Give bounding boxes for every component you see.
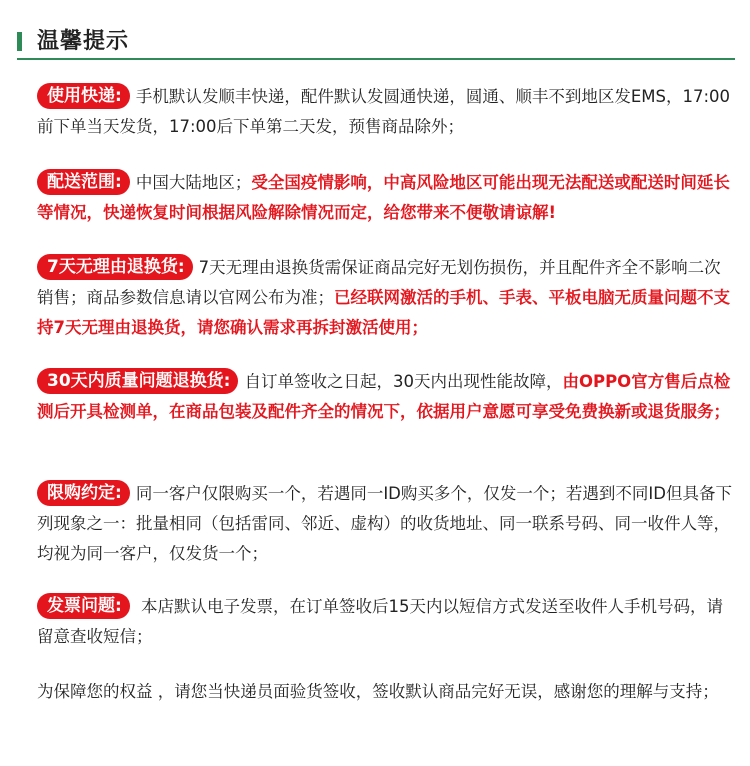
notice-30day-quality [37,367,737,427]
section-header [17,22,735,60]
notice-purchase-limit [37,479,737,569]
tag-7day-return: 7天无理由退换货: [37,254,193,280]
footer-note: 为保障您的权益 ，请您当快递员面验货签收，签收默认商品完好无误，感谢您的理解与支持； [37,682,719,701]
7day-return-text: 7天无理由退换货需保证商品完好无划伤损伤，并且配件齐全不影响二次销售；商品参数信息请以官网公布为准； [37,258,721,307]
tag-shipping: 使用快递: [37,83,130,109]
notice-delivery-range [37,168,737,228]
delivery-range-warning: 受全国疫情影响，中高风险地区可能出现无法配送或配送时间延长等情况，快递恢复时间根据风险解除情况而定，给您带来不便敬请谅解! [37,173,730,222]
notice-shipping [37,82,737,142]
tag-30day-quality: 30天内质量问题退换货: [37,368,238,394]
delivery-range-text: 中国大陆地区； [135,173,252,192]
header-accent-bar [17,32,22,51]
notice-invoice [37,592,737,652]
30day-quality-warning: 由OPPO官方售后点检测后开具检测单，在商品包装及配件齐全的情况下，依据用户意愿可享受免费换新或退货服务； [37,372,731,421]
shipping-text: 手机默认发顺丰快递，配件默认发圆通快递，圆通、顺丰不到地区发EMS，17:00前下单当天发货，17:00后下单第二天发，预售商品除外； [37,87,730,136]
7day-return-warning: 已经联网激活的手机、手表、平板电脑无质量问题不支持7天无理由退换货，请您确认需求再拆封激活使用； [37,288,730,337]
tag-purchase-limit: 限购约定: [37,480,130,506]
purchase-limit-text: 同一客户仅限购买一个，若遇同一ID购买多个，仅发一个；若遇到不同ID但具备下列现象之一：批量相同（包括雷同、邻近、虚构）的收货地址、同一联系号码、同一收件人等，均视为同一客户，仅发货一个； [37,484,732,563]
page-title: 温馨提示 [37,29,130,54]
invoice-text: 本店默认电子发票，在订单签收后15天内以短信方式发送至收件人手机号码，请留意查收短信； [37,597,724,646]
tag-delivery-range: 配送范围: [37,169,130,195]
tag-invoice: 发票问题: [37,593,130,619]
30day-quality-text: 自订单签收之日起，30天内出现性能故障， [244,372,563,391]
notice-7day-return [37,253,737,343]
